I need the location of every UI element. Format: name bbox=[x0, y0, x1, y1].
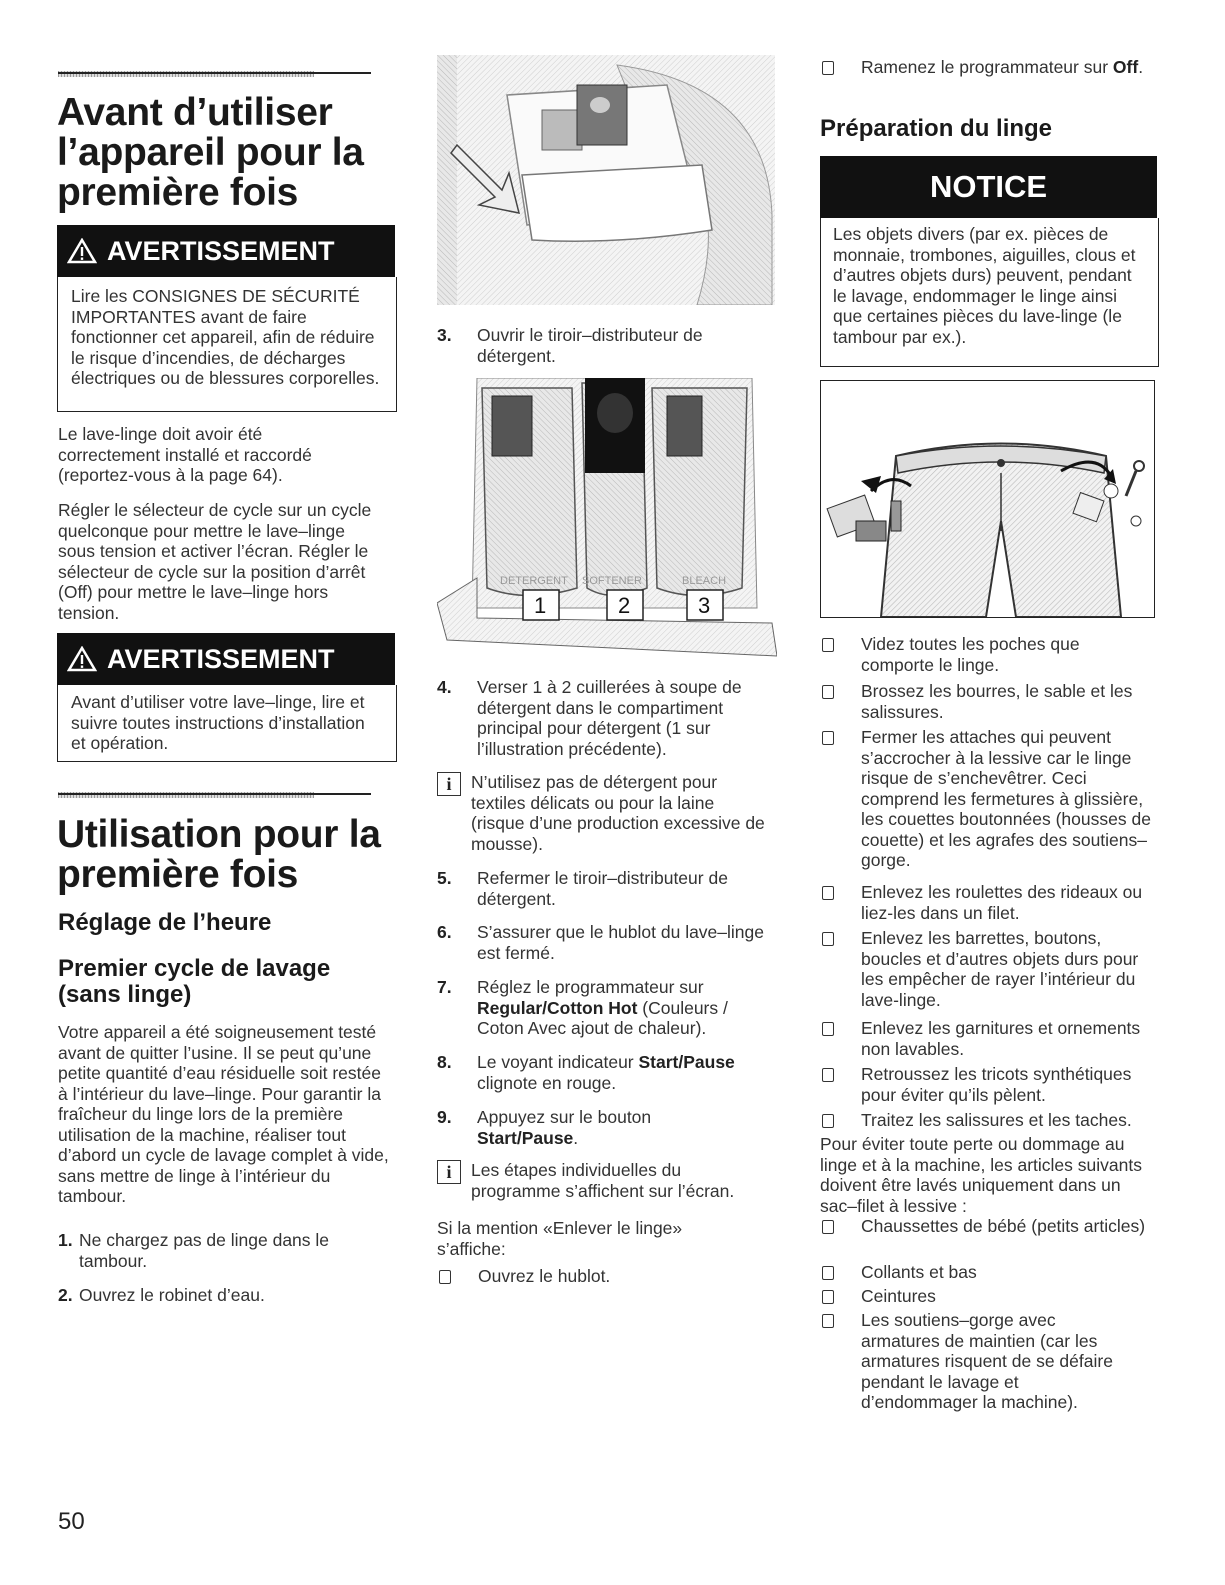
info-icon: i bbox=[437, 772, 461, 796]
step-text: S’assurer que le hublot du lave–linge est fermé. bbox=[477, 922, 764, 963]
warning-header-2 bbox=[57, 633, 395, 685]
checkbox-icon bbox=[822, 61, 834, 75]
step-number: 9. bbox=[437, 1107, 452, 1127]
checkbox-icon bbox=[822, 1314, 834, 1328]
step-number: 4. bbox=[437, 677, 452, 697]
warning-header-1 bbox=[57, 225, 395, 277]
info-note bbox=[437, 772, 782, 854]
checklist-text: Ramenez le programmateur sur Off. bbox=[861, 57, 1144, 77]
notice-header: NOTICE bbox=[820, 156, 1157, 218]
step-text: Refermer le tiroir–distributeur de détergent. bbox=[477, 868, 728, 909]
checkbox-icon bbox=[822, 1266, 834, 1280]
checklist-text: Enlevez les roulettes des rideaux ou liez-les dans un filet. bbox=[861, 882, 1143, 923]
list-item bbox=[58, 1230, 388, 1271]
checklist-item bbox=[820, 57, 1160, 78]
paragraph: Régler le sélecteur de cycle sur un cycle quelconque pour mettre le lave–linge sous tension et activer l’écran. Régler le sélecteur de cycle sur la position d’arrêt (Off) pour mettre le lave–linge hors tension. bbox=[58, 500, 372, 623]
checklist-text: Enlevez les barrettes, boutons, boucles et d’autres objets durs pour les empêcher de rayer l’intérieur du lave-linge. bbox=[861, 928, 1139, 1010]
checklist-item bbox=[820, 1216, 1160, 1237]
checklist-item bbox=[820, 1018, 1160, 1059]
checklist-item bbox=[820, 634, 1160, 675]
warning-label: AVERTISSEMENT bbox=[107, 235, 335, 266]
paragraph: Si la mention «Enlever le linge» s’affiche: bbox=[437, 1218, 683, 1259]
info-icon: i bbox=[437, 1160, 461, 1184]
warning-text: Lire les CONSIGNES DE SÉCURITÉ IMPORTANTES avant de faire fonctionner cet appareil, afin de réduire le risque d’incendies, de décharges électriques ou de blessures corporelles. bbox=[71, 286, 380, 388]
compartment-number: 2 bbox=[618, 593, 631, 618]
section-rule bbox=[58, 793, 371, 795]
checklist-text: Chaussettes de bébé (petits articles) bbox=[861, 1216, 1146, 1236]
dispenser-label: SOFTENER bbox=[582, 575, 642, 587]
empty-pockets-illustration bbox=[820, 380, 1155, 618]
step-number: 2. bbox=[58, 1285, 73, 1305]
dispenser-drawer-illustration bbox=[437, 55, 775, 305]
checkbox-icon bbox=[822, 1290, 834, 1304]
step-number: 1. bbox=[58, 1230, 73, 1250]
paragraph: Le lave-linge doit avoir été correctement installé et raccordé (reportez-vous à la page 64). bbox=[58, 424, 312, 485]
compartment-number: 3 bbox=[698, 593, 711, 618]
step-number: 7. bbox=[437, 977, 452, 997]
warning-text: Avant d’utiliser votre lave–linge, lire et suivre toutes instructions d’installation et opération. bbox=[71, 692, 365, 753]
step-text: Ouvrez le robinet d’eau. bbox=[79, 1285, 265, 1305]
checkbox-icon bbox=[822, 1114, 834, 1128]
list-item bbox=[437, 1107, 777, 1148]
warning-box-1 bbox=[57, 277, 397, 412]
checkbox-icon bbox=[822, 1022, 834, 1036]
checkbox-icon bbox=[822, 932, 834, 946]
checkbox-icon bbox=[822, 886, 834, 900]
page-title: Avant d’utiliser l’appareil pour la première fois bbox=[57, 91, 364, 214]
step-text: Verser 1 à 2 cuillerées à soupe de détergent dans le compartiment principal pour détergent (1 sur l’illustration précédente). bbox=[477, 677, 742, 759]
subheading: Préparation du linge bbox=[820, 115, 1053, 142]
checklist-item bbox=[820, 1262, 1160, 1283]
checkbox-icon bbox=[822, 731, 834, 745]
step-number: 3. bbox=[437, 325, 452, 345]
list-item bbox=[437, 922, 777, 963]
warning-label: AVERTISSEMENT bbox=[107, 643, 335, 674]
subheading: Premier cycle de lavage (sans linge) bbox=[58, 955, 331, 1008]
checklist-item bbox=[820, 1286, 1160, 1307]
dispenser-compartments-illustration bbox=[437, 378, 777, 660]
checkbox-icon bbox=[822, 1220, 834, 1234]
checklist-item bbox=[820, 882, 1160, 923]
checklist-item bbox=[820, 1310, 1160, 1413]
checklist-item bbox=[820, 928, 1160, 1010]
info-text: Les étapes individuelles du programme s’affichent sur l’écran. bbox=[471, 1160, 735, 1201]
list-item bbox=[437, 677, 777, 759]
notice-box bbox=[820, 218, 1159, 367]
dispenser-label: BLEACH bbox=[682, 575, 727, 587]
section-title: Utilisation pour la première fois bbox=[57, 813, 381, 896]
list-item bbox=[437, 1052, 777, 1093]
step-text: Appuyez sur le bouton Start/Pause. bbox=[477, 1107, 652, 1148]
step-text: Ouvrir le tiroir–distributeur de détergent. bbox=[477, 325, 703, 366]
checkbox-icon bbox=[822, 1068, 834, 1082]
warning-triangle-icon bbox=[67, 646, 97, 672]
checklist-item bbox=[820, 681, 1160, 722]
subheading: Réglage de l’heure bbox=[58, 909, 272, 936]
step-number: 8. bbox=[437, 1052, 452, 1072]
step-number: 6. bbox=[437, 922, 452, 942]
info-text: N’utilisez pas de détergent pour textiles délicats ou pour la laine (risque d’une production excessive de mousse). bbox=[471, 772, 765, 854]
checklist-text: Enlevez les garnitures et ornements non lavables. bbox=[861, 1018, 1141, 1059]
step-text: Le voyant indicateur Start/Pause clignote en rouge. bbox=[477, 1052, 735, 1093]
checklist-text: Les soutiens–gorge avec armatures de maintien (car les armatures risquent de se défaire pendant le lavage et d’endommager la machine). bbox=[861, 1310, 1113, 1412]
warning-triangle-icon bbox=[67, 238, 97, 264]
compartment-number: 1 bbox=[534, 593, 547, 618]
list-item bbox=[58, 1285, 388, 1306]
checkbox-icon bbox=[822, 638, 834, 652]
checklist-text: Ouvrez le hublot. bbox=[478, 1266, 611, 1286]
checklist-item bbox=[820, 1064, 1160, 1105]
checklist-text: Fermer les attaches qui peuvent s’accrocher à la lessive car le linge risque de s’enchevêtrer. Ceci comprend les fermetures à glissière, les couettes boutonnées (housses de couette) et les agrafes des soutiens–gorge. bbox=[861, 727, 1151, 870]
checkbox-icon bbox=[822, 685, 834, 699]
checkbox-icon bbox=[439, 1270, 451, 1284]
checklist-item bbox=[437, 1266, 767, 1287]
checklist-text: Brossez les bourres, le sable et les salissures. bbox=[861, 681, 1133, 722]
list-item bbox=[437, 977, 777, 1039]
checklist-text: Retroussez les tricots synthétiques pour éviter qu’ils pèlent. bbox=[861, 1064, 1132, 1105]
checklist-item bbox=[820, 727, 1160, 871]
checklist-item bbox=[820, 1110, 1160, 1131]
checklist-text: Ceintures bbox=[861, 1286, 936, 1306]
list-item bbox=[437, 325, 767, 366]
paragraph: Pour éviter toute perte ou dommage au linge et à la machine, les articles suivants doivent être lavés uniquement dans un sac–filet à lessive : bbox=[820, 1134, 1142, 1216]
page-number: 50 bbox=[58, 1508, 85, 1535]
info-note bbox=[437, 1160, 782, 1201]
step-text: Ne chargez pas de linge dans le tambour. bbox=[79, 1230, 330, 1271]
notice-text: Les objets divers (par ex. pièces de monnaie, trombones, aiguilles, clous et d’autres objets durs) peuvent, pendant le lavage, endommager le linge ainsi que certaines pièces du lave-linge (le tambour par ex.). bbox=[833, 224, 1136, 347]
checklist-text: Collants et bas bbox=[861, 1262, 977, 1282]
step-number: 5. bbox=[437, 868, 452, 888]
warning-box-2 bbox=[57, 685, 397, 762]
dispenser-label: DETERGENT bbox=[500, 575, 568, 587]
paragraph: Votre appareil a été soigneusement testé avant de quitter l’usine. Il se peut qu’une petite quantité d’eau résiduelle soit restée à l’intérieur du lave–linge. Pour garantir la fraîcheur du linge lors de la première utilisation de la machine, réaliser tout d’abord un cycle de lavage complet à vide, sans mettre de linge à l’intérieur du tambour. bbox=[58, 1022, 389, 1206]
checklist-text: Videz toutes les poches que comporte le linge. bbox=[861, 634, 1080, 675]
step-text: Réglez le programmateur sur Regular/Cotton Hot (Couleurs / Coton Avec ajout de chaleur). bbox=[477, 977, 728, 1038]
section-rule bbox=[58, 72, 371, 74]
checklist-text: Traitez les salissures et les taches. bbox=[861, 1110, 1132, 1130]
list-item bbox=[437, 868, 777, 909]
